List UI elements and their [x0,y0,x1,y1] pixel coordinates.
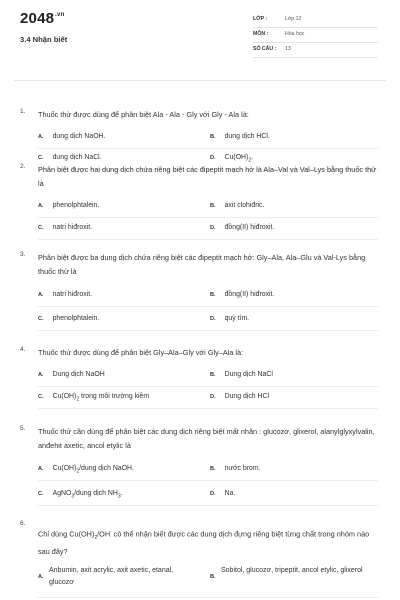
option-c[interactable]: C. natri hiđroxit. [38,224,93,231]
question-number: 3. [20,251,26,258]
option-d[interactable]: D. đồng(II) hiđroxit. [210,224,275,231]
option-row [38,488,378,506]
option-d[interactable]: D. quỳ tím. [210,315,250,322]
option-row [38,200,378,218]
section-title: 3.4 Nhận biết [20,35,68,44]
question-text: Thuốc thử được dùng để phân biệt Ala - Ala - Gly với Gly - Ala là: [38,110,249,119]
option-d[interactable]: D. Dung dịch HCl [210,393,270,400]
option-b[interactable]: B. nước brom. [210,465,261,472]
question-text: Thuốc thử cần dùng để phân biệt các dung dịch riêng biệt mất nhãn : glucozơ, glixerol, alanylglyxylvalin, anđehit axetic, ancol etylic là [38,427,375,450]
meta-class: LỚP : Lớp 12 [253,12,378,28]
question-number: 1. [20,108,26,115]
option-a[interactable]: A. natri hiđroxit. [38,291,93,298]
option-a[interactable]: A. $Cu(OH)_2$/dung dịch NaOH. [38,465,134,475]
option-c[interactable]: C. AgNO$_3$/dung dịch $NH_3$. [38,490,123,500]
option-a[interactable]: A. phenolphtalein. [38,202,100,209]
option-d[interactable]: D. $Cu(OH)_2$. [210,154,254,164]
option-a[interactable]: A. Dung dịch NaOH [38,371,105,378]
meta-question-count: SỐ CÂU : 13 [253,42,378,58]
option-row: A. Anbumin, axit acrylic, axit axetic, etanal, glucozơ B. Sobitol, glucozơ, tripeptit, ancol etylic, glixerol [38,565,378,598]
option-row [38,289,378,307]
option-b[interactable]: B. đồng(II) hiđroxit. [210,291,275,298]
option-a[interactable]: A. dung dịch NaOH. [38,133,106,140]
option-c[interactable]: C. dung dịch NaCl. [38,154,102,161]
question-text: Thuốc thử được dùng để phân biệt Gly–Ala–Gly với Gly–Ala là: [38,348,244,357]
question-number: 6. [20,520,26,527]
question-number: 5. [20,425,26,432]
option-d[interactable]: D. Na. [210,490,236,497]
option-b[interactable]: B. dung dịch HCl. [210,133,270,140]
question-number: 2. [20,163,26,170]
question-text: Chỉ dùng $Cu(OH)_2/OH^-$ có thể nhận biết được các dung dịch đựng riêng biệt từng chất trong nhóm nào sau đây? [38,529,370,556]
option-b[interactable]: B. Dung dịch NaCl [210,371,273,378]
header-divider [14,80,386,81]
option-row [38,131,378,149]
option-row [38,369,378,387]
site-logo[interactable]: $2048^{.vn}$ [20,10,65,27]
worksheet-header [0,0,400,62]
option-row [38,222,378,240]
question-number: 4. [20,346,26,353]
option-b[interactable]: B. axit clohiđric. [210,202,265,209]
meta-subject: MÔN : Hóa học [253,27,378,43]
option-c[interactable]: C. $Cu(OH)_2$ trong môi trường kiềm [38,393,150,403]
question-text: Phân biệt được ba dung dịch chứa riêng biệt các đipeptit mạch hở: Gly–Ala, Ala–Glu và Val-Lys bằng thuốc thử là [38,253,366,276]
question-text: Phân biệt được hai dung dịch chứa riêng biệt các đipeptit mạch hở là Ala–Val và Val–Lys bằng thuốc thử là [38,165,377,188]
option-c[interactable]: C. phenolphtalein. [38,315,100,322]
option-row [38,391,378,409]
option-row [38,463,378,481]
option-row [38,313,378,331]
